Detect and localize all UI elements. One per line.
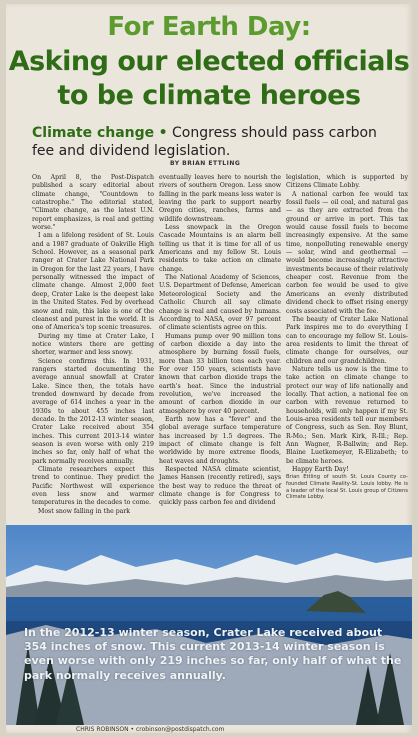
paragraph: I am a lifelong resident of St. Louis and a 1987 graduate of Oakville High School. However, as a seasonal park ranger at Crater Lake National Park in Oregon for the last 22 years, I have personally witnessed the impact of climate change. Almost 2,000 feet deep, Crater Lake is the deepest lake in the United States. Fed by overhead snow and rain, this lake is one of the cleanest and purest in the world. It is one of America's top scenic treasures.: [32, 232, 154, 332]
crater-lake-photo: [6, 525, 412, 725]
byline: BY BRIAN ETTLING: [170, 160, 241, 167]
author-tagline: Brian Ettling of south St. Louis County co-founded Climate Reality-St. Louis lobby. He is a leader of the local St. Louis group of Citizens Climate Lobby.: [286, 474, 408, 501]
deck-kicker: Climate change: [32, 125, 155, 141]
photo-credit: CHRIS ROBINSON • crobinson@postdispatch.com: [76, 726, 225, 733]
newspaper-page: [6, 4, 412, 733]
paragraph: Science confirms this. In 1931, rangers started documenting the average annual snowfall at Crater Lake. Since then, the totals have trended downward by decade from average of 614 inches a year in the 1930s to about 455 inches last decade. In the 2012-13 winter season, Crater Lake received about 354 inches. This current 2013-14 winter season is even worse with only 219 inches so far, only half of what the park normally receives annually.: [32, 357, 154, 465]
headline-line-3: to be climate heroes: [57, 80, 361, 111]
paragraph: Humans pump over 90 million tons of carbon dioxide a day into the atmosphere by burning fossil fuels, more than 33 billion tons each year. For over 150 years, scientists have known that carbon dioxide traps the earth's heat. Since the industrial revolution, we've increased the amount of carbon dioxide in our atmosphere by over 40 percent.: [159, 332, 281, 415]
headline-line-1: For Earth Day:: [107, 12, 311, 42]
paragraph: The beauty of Crater Lake National Park inspires me to do everything I can to encourage my fellow St. Louis-area residents to limit the threat of climate change for ourselves, our children and our grandchildren.: [286, 315, 408, 365]
paragraph: The National Academy of Sciences, U.S. Department of Defense, American Meteorological Society and the Catholic Church all say climate change is real and caused by humans. According to NASA, over 97 percent of climate scientists agree on this.: [159, 274, 281, 332]
paragraph: eventually leaves here to nourish the rivers of southern Oregon. Less snow falling in the park means less water is leaving the park to support nearby Oregon cities, ranches, farms and wildlife downstream.: [159, 174, 281, 223]
paragraph: Earth now has a "fever" and the global average surface temperature has increased by 1.5 degrees. The impact of climate change is felt worldwide by more extreme floods, heat waves and droughts.: [159, 415, 281, 465]
paragraph: During my time at Crater Lake, I notice winters there are getting shorter, warmer and less snowy.: [32, 332, 154, 357]
deck: [32, 124, 392, 160]
body-column-3: [286, 174, 408, 501]
paragraph: On April 8, the Post-Dispatch published a scary editorial about climate change, "Countdown to catastrophe." The editorial stated, "Climate change, as the latest U.N. report emphasizes, is real and getting worse.": [32, 174, 154, 232]
paragraph: Happy Earth Day!: [292, 466, 349, 474]
crater-lake-illustration: [6, 525, 412, 725]
deck-bullet: •: [158, 125, 168, 141]
paragraph: legislation, which is supported by Citizens Climate Lobby.: [286, 174, 408, 190]
body-column-1: [32, 174, 154, 516]
paragraph: Most snow falling in the park: [38, 507, 131, 515]
paragraph: Respected NASA climate scientist, James Hansen (recently retired), says the best way to reduce the threat of climate change is for Congress to quickly pass carbon fee and dividend: [159, 466, 281, 507]
paragraph: A national carbon fee would tax fossil fuels — oil coal, and natural gas — as they are extracted from the ground or arrive in port. This tax would cause fossil fuels to become increasingly expensive. At the same time, nonpolluting renewable energy — solar, wind and geothermal — would become increasingly attractive investments because of their relatively cheaper cost. Revenue from the carbon fee would be used to give Americans an evenly distributed dividend check to offset rising energy costs associated with the fee.: [286, 190, 408, 315]
photo-caption: In the 2012-13 winter season, Crater Lake received about 354 inches of snow. This current 2013-14 winter season is even worse with only 219 inches so far, only half of what the park normally receives annually.: [24, 626, 402, 682]
deck-text: Congress should pass carbon fee and dividend legislation.: [32, 125, 377, 159]
body-column-2: [159, 174, 281, 508]
paragraph: Climate researchers expect this trend to continue. They predict the Pacific Northwest will experience even less snow and warmer temperatures in the decades to come.: [32, 466, 154, 507]
headline-line-2: Asking our elected officials: [8, 46, 410, 77]
paragraph: Less snowpack in the Oregon Cascade Mountains is an alarm bell telling us that it is time for all of us Americans and my fellow St. Louis residents to take action on climate change.: [159, 224, 281, 273]
paragraph: Nature tells us now is the time to take action on climate change to protect our way of life nationally and locally. That action, a national fee on carbon with revenue returned to households, will only happen if my St. Louis-area residents tell our members of Congress, such as Sen. Roy Blunt, R-Mo.; Sen. Mark Kirk, R-Ill.; Rep. Ann Wagner, R-Ballwin; and Rep. Blaine Luetkemeyer, R-Elizabeth; to be climate heroes.: [286, 365, 408, 465]
